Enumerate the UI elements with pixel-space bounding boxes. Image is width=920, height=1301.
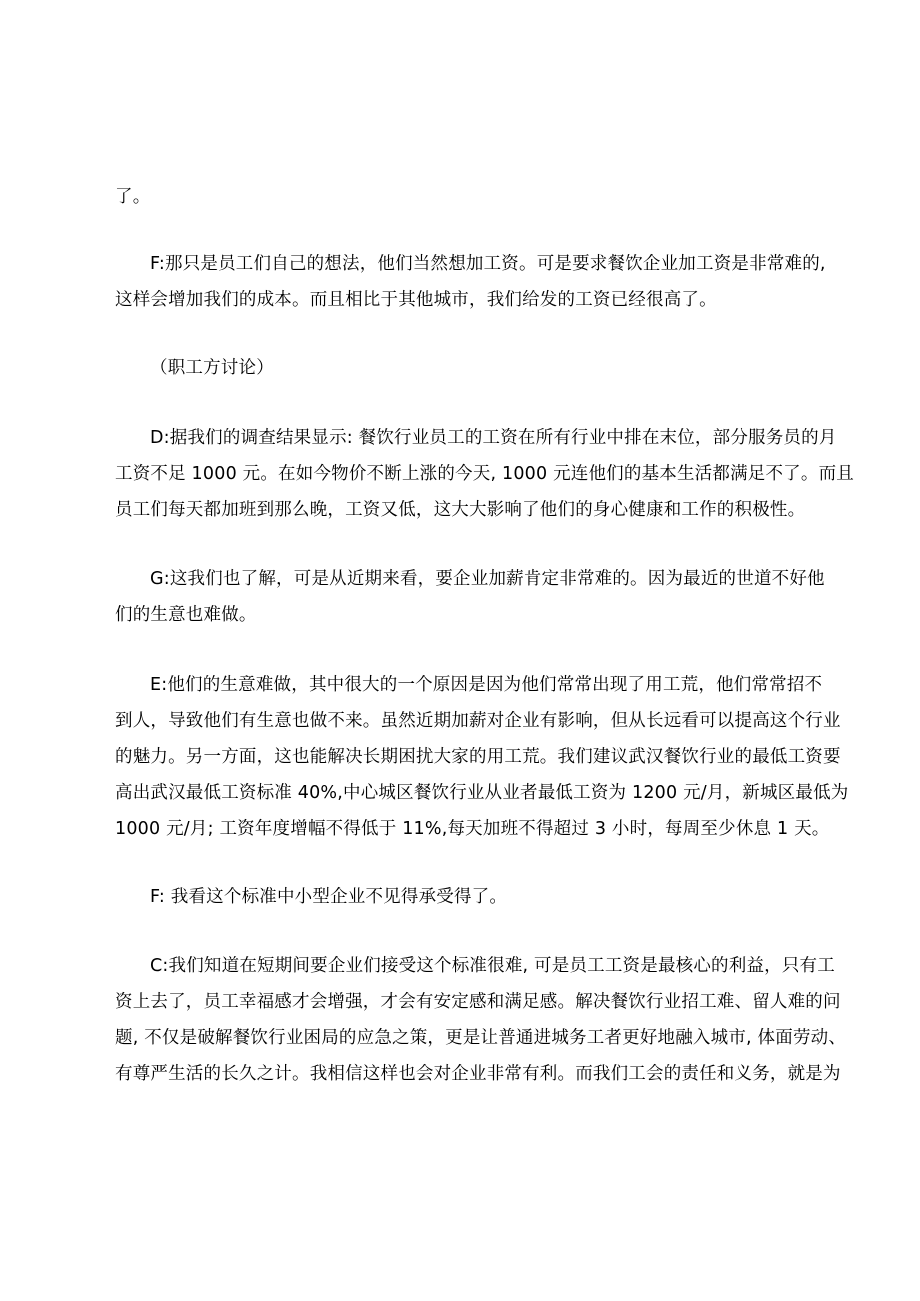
paragraph-line: 到人，导致他们有生意也做不来。虽然近期加薪对企业有影响，但从长远看可以提高这个行业 (115, 711, 841, 731)
paragraph-line: （职工方讨论） (150, 358, 274, 378)
paragraph-line: 高出武汉最低工资标准 40%,中心城区餐饮行业从业者最低工资为 1200 元/月，新城区最低为 (115, 783, 849, 803)
paragraph-line: G:这我们也了解，可是从近期来看，要企业加薪肯定非常难的。因为最近的世道不好他 (150, 569, 825, 589)
paragraph-line: 们的生意也难做。 (115, 605, 257, 625)
paragraph-line: 工资不足 1000 元。在如今物价不断上涨的今天, 1000 元连他们的基本生活都满足不了。而且 (115, 464, 854, 484)
paragraph-line: 员工们每天都加班到那么晚，工资又低，这大大影响了他们的身心健康和工作的积极性。 (115, 500, 806, 520)
paragraph-line: 资上去了，员工幸福感才会增强，才会有安定感和满足感。解决餐饮行业招工难、留人难的问 (115, 992, 841, 1012)
paragraph-line: 题, 不仅是破解餐饮行业困局的应急之策，更是让普通进城务工者更好地融入城市, 体面劳动、 (115, 1028, 847, 1048)
paragraph-line: 这样会增加我们的成本。而且相比于其他城市，我们给发的工资已经很高了。 (115, 290, 717, 310)
paragraph-line: E:他们的生意难做，其中很大的一个原因是因为他们常常出现了用工荒，他们常常招不 (150, 675, 823, 695)
paragraph-line: F: 我看这个标准中小型企业不见得承受得了。 (150, 887, 508, 907)
paragraph-line: C:我们知道在短期间要企业们接受这个标准很难, 可是员工工资是最核心的利益，只有工 (150, 956, 835, 976)
paragraph-line: 有尊严生活的长久之计。我相信这样也会对企业非常有利。而我们工会的责任和义务，就是为 (115, 1064, 841, 1084)
paragraph-line: 1000 元/月; 工资年度增幅不得低于 11%,每天加班不得超过 3 小时，每周至少休息 1 天。 (115, 819, 830, 839)
paragraph-line: 了。 (115, 187, 151, 207)
paragraph-line: F:那只是员工们自己的想法，他们当然想加工资。可是要求餐饮企业加工资是非常难的, (150, 254, 826, 274)
paragraph-line: 的魅力。另一方面，这也能解决长期困扰大家的用工荒。我们建议武汉餐饮行业的最低工资要 (115, 747, 841, 767)
paragraph-line: D:据我们的调查结果显示: 餐饮行业员工的工资在所有行业中排在末位，部分服务员的月 (150, 428, 837, 448)
